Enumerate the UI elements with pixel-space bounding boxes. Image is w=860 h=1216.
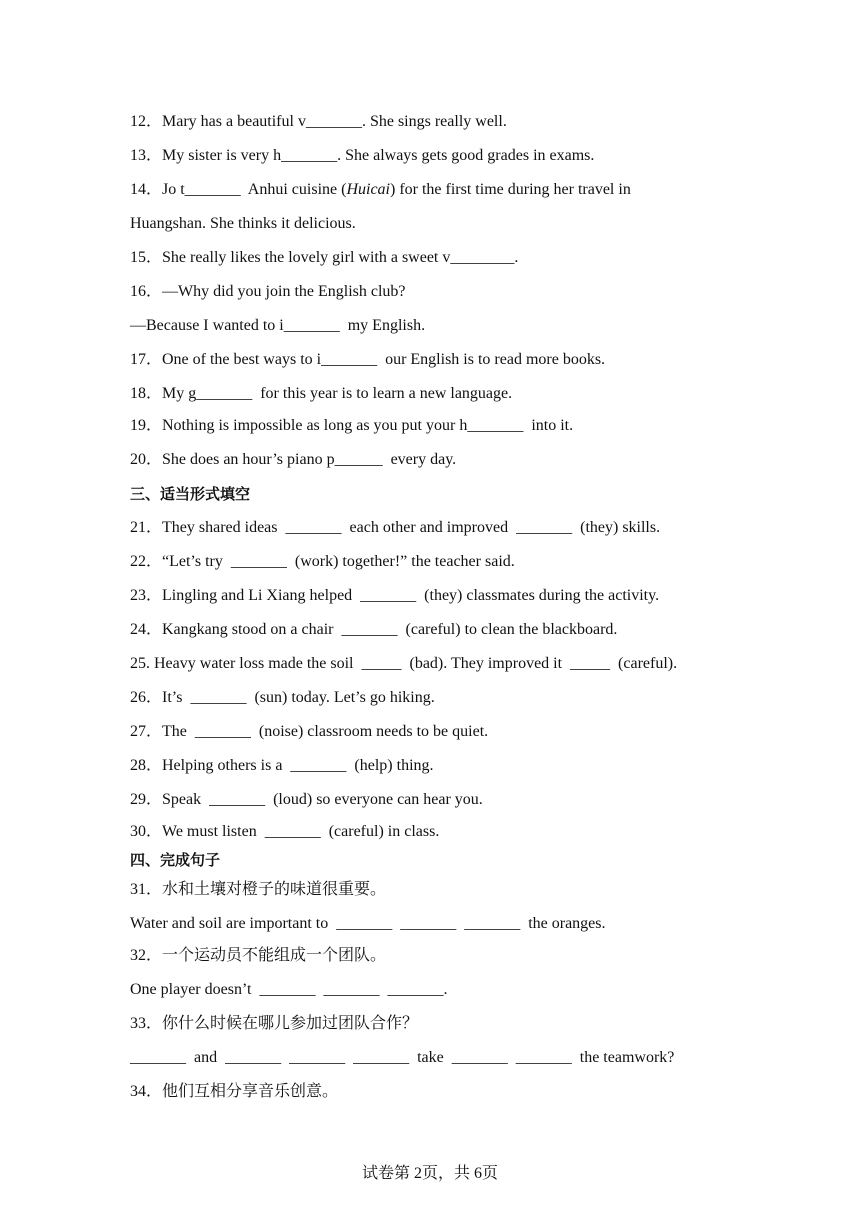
question-line bbox=[130, 620, 617, 640]
question-line bbox=[130, 586, 659, 606]
question-line bbox=[130, 688, 435, 708]
line-text: —Because I wanted to i_______ my English. bbox=[130, 317, 426, 334]
question-line bbox=[130, 946, 386, 966]
line-text: 22．“Let’s try _______ (work) together!” the teacher said. bbox=[130, 553, 515, 570]
line-text: 18．My g_______ for this year is to learn a new language. bbox=[130, 385, 513, 402]
question-line bbox=[130, 654, 677, 674]
line-text: 12．Mary has a beautiful v_______. She sings really well. bbox=[130, 113, 507, 130]
line-text: 20．She does an hour’s piano p______ every day. bbox=[130, 451, 457, 468]
line-text: 33．你什么时候在哪儿参加过团队合作？ bbox=[130, 1015, 419, 1032]
question-line bbox=[130, 722, 488, 742]
line-text: 28．Helping others is a _______ (help) thing. bbox=[130, 757, 434, 774]
question-line bbox=[130, 790, 483, 810]
line-text: 24．Kangkang stood on a chair _______ (careful) to clean the blackboard. bbox=[130, 621, 618, 638]
question-line bbox=[130, 350, 605, 370]
line-text: 34．他们互相分享音乐创意。 bbox=[130, 1083, 339, 1100]
line-text: Water and soil are important to _______ _______ _______ the oranges. bbox=[130, 915, 606, 932]
question-line bbox=[130, 822, 439, 842]
line-text: 21．They shared ideas _______ each other and improved _______ (they) skills. bbox=[130, 519, 661, 536]
question-line bbox=[130, 146, 594, 166]
question-line bbox=[130, 1082, 338, 1102]
question-line bbox=[130, 980, 447, 1000]
line-text: Huangshan. She thinks it delicious. bbox=[130, 215, 356, 232]
line-text: 26．It’s _______ (sun) today. Let’s go hiking. bbox=[130, 689, 435, 706]
line-text: 14．Jo t_______ Anhui cuisine ( bbox=[130, 181, 347, 198]
line-text: One player doesn’t _______ _______ _______. bbox=[130, 981, 448, 998]
line-italic-text: Huicai bbox=[346, 181, 390, 198]
section-heading bbox=[130, 850, 220, 870]
line-text: 31．水和土壤对橙子的味道很重要。 bbox=[130, 881, 387, 898]
question-line bbox=[130, 914, 606, 934]
question-line bbox=[130, 416, 573, 436]
question-line bbox=[130, 282, 406, 302]
line-text: _______ and _______ _______ _______ take _______ _______ the teamwork? bbox=[130, 1049, 675, 1066]
question-line bbox=[130, 1014, 418, 1034]
question-line bbox=[130, 552, 515, 572]
line-text: 13．My sister is very h_______. She always gets good grades in exams. bbox=[130, 147, 595, 164]
question-line bbox=[130, 518, 660, 538]
line-text: 32．一个运动员不能组成一个团队。 bbox=[130, 947, 387, 964]
line-text: 23．Lingling and Li Xiang helped _______ (they) classmates during the activity. bbox=[130, 587, 660, 604]
line-text: 四、完成句子 bbox=[130, 851, 221, 869]
line-text: 27．The _______ (noise) classroom needs to be quiet. bbox=[130, 723, 489, 740]
question-line bbox=[130, 450, 456, 470]
line-text: 17．One of the best ways to i_______ our English is to read more books. bbox=[130, 351, 606, 368]
line-text: 15．She really likes the lovely girl with a sweet v________. bbox=[130, 249, 519, 266]
question-line bbox=[130, 880, 386, 900]
question-line bbox=[130, 756, 434, 776]
line-text-continued: ) for the first time during her travel in bbox=[390, 181, 631, 198]
question-line bbox=[130, 384, 512, 404]
question-line bbox=[130, 180, 631, 200]
question-line bbox=[130, 1048, 674, 1068]
line-text: 16．—Why did you join the English club? bbox=[130, 283, 406, 300]
line-text: 25. Heavy water loss made the soil _____ (bad). They improved it _____ (careful). bbox=[130, 655, 678, 672]
question-line bbox=[130, 316, 425, 336]
section-heading bbox=[130, 484, 250, 504]
question-line bbox=[130, 248, 518, 268]
line-text: 30．We must listen _______ (careful) in class. bbox=[130, 823, 440, 840]
line-text: 29．Speak _______ (loud) so everyone can hear you. bbox=[130, 791, 483, 808]
question-line bbox=[130, 214, 356, 234]
line-text: 三、适当形式填空 bbox=[130, 485, 251, 503]
page-footer: 试卷第 2页，共 6页 bbox=[361, 1165, 498, 1182]
line-text: 19．Nothing is impossible as long as you put your h_______ into it. bbox=[130, 417, 574, 434]
question-line bbox=[130, 112, 507, 132]
